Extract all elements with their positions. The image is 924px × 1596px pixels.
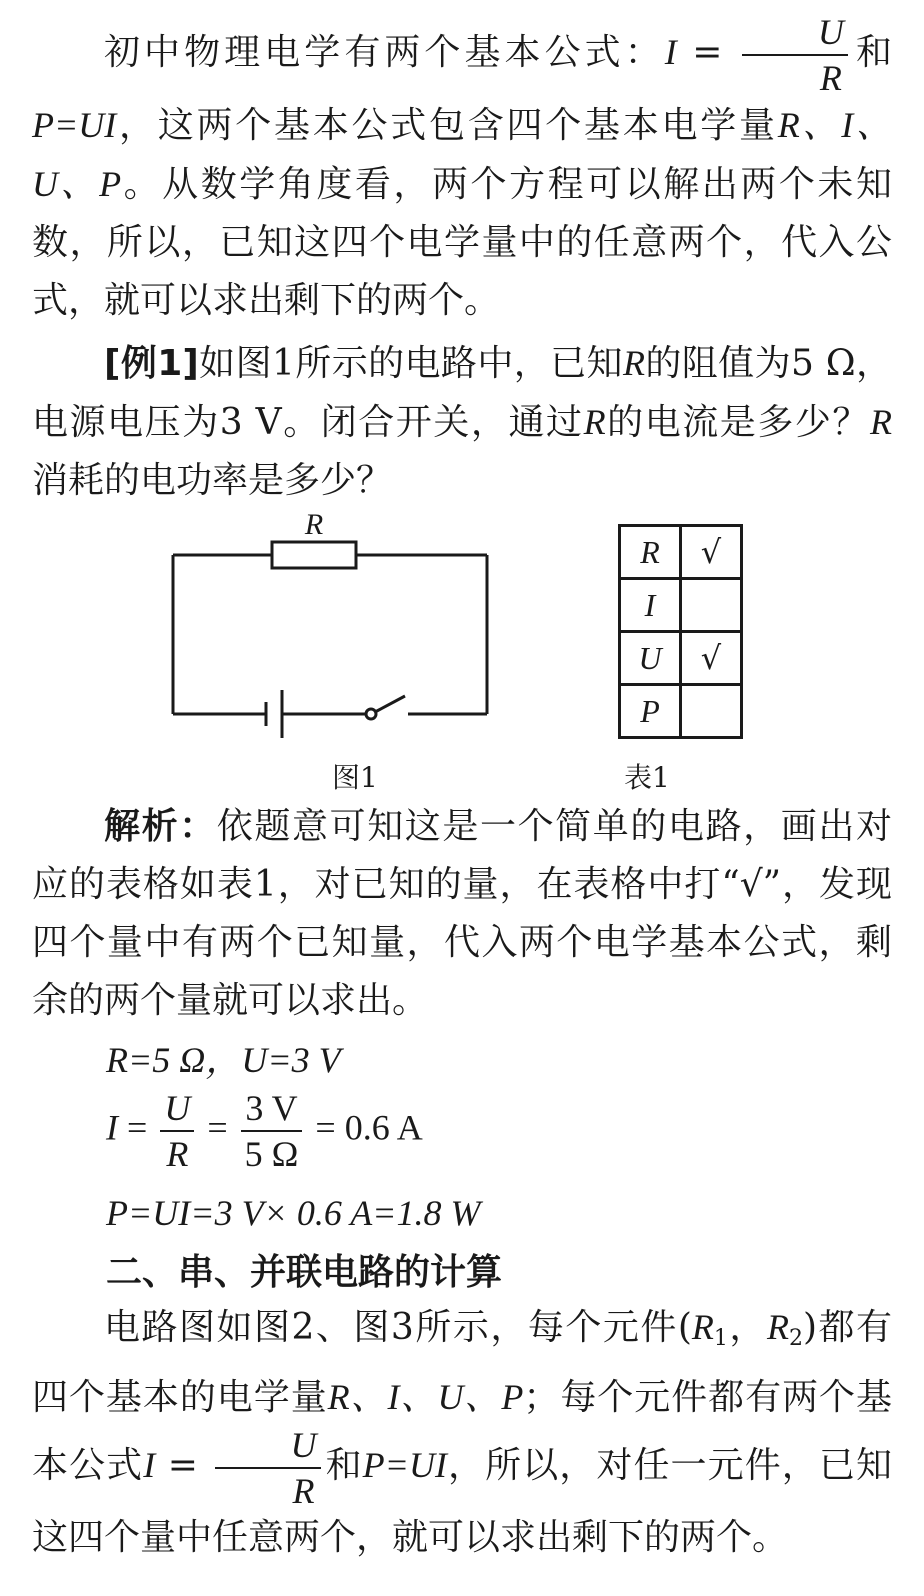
var-r: R — [583, 402, 606, 442]
series-parallel-paragraph — [32, 1298, 892, 1567]
text: ；每个元件都有两个基本公式 — [32, 1377, 892, 1486]
switch-pivot — [366, 709, 376, 719]
equals: = — [676, 32, 738, 73]
text: 依题意可知这是一个简单的电路，画出对应的表格如表1，对已知的量，在表格中打“√”，发现四个量中有两个已知量，代入两个电学基本公式，剩余的两个量就可以求出。 — [32, 806, 892, 1021]
table-cell-var: P — [620, 685, 681, 738]
text: 。从数学角度看，两个方程可以解出两个未知数，所以，已知这四个电学量中的任意两个，代入公式，就可以求出剩下的两个。 — [32, 164, 892, 321]
denominator: R — [166, 1134, 189, 1174]
var-i: I — [106, 1107, 118, 1148]
text: 初中物理电学有两个基本公式： — [104, 32, 665, 73]
var-r1: R — [691, 1307, 714, 1347]
section-heading: 二、串、并联电路的计算 — [106, 1252, 503, 1293]
text: ，这两个基本公式包含四个基本电学量 — [116, 105, 778, 146]
resistor-symbol — [272, 542, 356, 568]
equals: = — [207, 1107, 228, 1148]
text: 的电流是多少？ — [605, 402, 870, 443]
text: ， — [727, 1307, 767, 1348]
subscript-1: 1 — [713, 1326, 728, 1351]
analysis-label: 解析： — [104, 806, 217, 847]
table-cell-mark — [681, 579, 742, 632]
example-1-paragraph — [32, 334, 892, 510]
example-tag: [例1] — [104, 343, 199, 384]
text: 消耗的电功率是多少？ — [32, 460, 393, 501]
formula-p-ui: P=UI — [32, 105, 117, 145]
numerator: U — [160, 1090, 194, 1132]
current-equation — [106, 1090, 423, 1172]
var-i: I — [664, 32, 677, 72]
text: 的阻值为5 Ω，电源电压为3 V。闭合开关，通过 — [32, 343, 893, 443]
figure-1-caption: 图1 — [332, 761, 378, 794]
denominator: R — [292, 1471, 315, 1511]
table-cell-mark: √ — [681, 632, 742, 685]
vars: R、I、U、P — [32, 105, 892, 204]
fraction-u-over-r — [215, 1427, 321, 1509]
table-1-caption: 表1 — [624, 761, 670, 794]
text: )都有四个基本的电学量 — [32, 1307, 892, 1418]
power-equation: P=UI=3 V× 0.6 A=1.8 W — [106, 1193, 481, 1233]
fraction-u-over-r — [160, 1090, 194, 1172]
equals: = — [155, 1445, 211, 1486]
numerator: 3 V — [241, 1090, 301, 1132]
var-r: R — [622, 343, 645, 383]
table-row — [620, 579, 742, 632]
table-cell-var: R — [620, 526, 681, 579]
text: ，所以，对任一元件，已知这四个量中任意两个，就可以求出剩下的两个。 — [32, 1445, 892, 1558]
known-quantities-table — [618, 524, 743, 739]
numerator: U — [215, 1427, 321, 1469]
analysis-paragraph — [32, 798, 892, 1030]
subscript-2: 2 — [788, 1326, 803, 1351]
denominator: 5 Ω — [244, 1134, 299, 1174]
var-i: I — [143, 1445, 156, 1485]
denominator: R — [819, 58, 842, 98]
result: = 0.6 A — [315, 1107, 423, 1148]
table-row — [620, 526, 742, 579]
var-r2: R — [766, 1307, 789, 1347]
var-r: R — [870, 402, 892, 442]
fraction-u-over-r — [742, 14, 848, 96]
fraction-values — [241, 1090, 303, 1172]
table-cell-var: I — [620, 579, 681, 632]
circuit-diagram — [160, 500, 500, 750]
table-cell-mark: √ — [681, 526, 742, 579]
resistor-label: R — [304, 508, 324, 541]
given-values: R=5 Ω，U=3 V — [106, 1040, 341, 1080]
table-row — [620, 685, 742, 738]
vars: R、I、U、P — [327, 1377, 524, 1417]
table-cell-mark — [681, 685, 742, 738]
equals: = — [127, 1107, 148, 1148]
text: 如图1所示的电路中，已知 — [198, 343, 623, 384]
formula-p-ui: P=UI — [362, 1445, 447, 1485]
text: 和 — [324, 1445, 363, 1486]
text: 电路图如图2、图3所示，每个元件( — [104, 1307, 692, 1348]
switch-lever — [375, 696, 405, 712]
text: 和 — [851, 32, 892, 73]
intro-paragraph — [32, 14, 892, 330]
table-cell-var: U — [620, 632, 681, 685]
numerator: U — [742, 14, 848, 56]
table-row — [620, 632, 742, 685]
